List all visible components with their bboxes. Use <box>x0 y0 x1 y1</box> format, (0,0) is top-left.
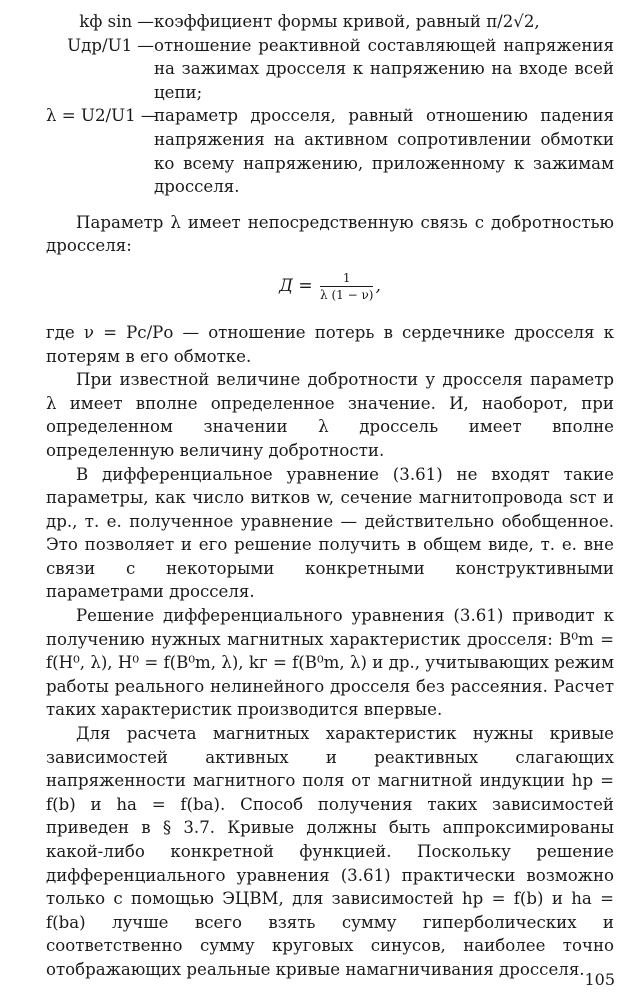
paragraph: где ν = Pс/Pо — отношение потерь в сердечнике дросселя к потерям в его обмотке. <box>46 322 614 366</box>
definition-item <box>46 104 614 198</box>
paragraph: При известной величине добротности у дросселя параметр λ имеет вполне определенное значение. И, наоборот, при определенном значении λ дроссель имеет вполне определенную величину добротности. <box>46 370 614 460</box>
formula-fraction <box>320 270 373 303</box>
formula-numerator: 1 <box>320 270 373 287</box>
page-body <box>46 10 614 982</box>
formula-denominator: λ (1 − ν) <box>320 287 374 302</box>
definition-text: коэффициент формы кривой, равный π/2√2, <box>154 12 540 31</box>
formula-lhs: Д = <box>279 275 313 296</box>
definition-symbol: λ = U2/U1 — <box>46 106 158 126</box>
formula-tail: , <box>375 275 381 296</box>
definition-item <box>46 34 614 105</box>
definition-text: параметр дросселя, равный отношению падения напряжения на активном сопротивлении обмотки ко всему напряжению, приложенному к зажимам дросселя. <box>154 106 614 197</box>
definition-symbol: kф sin — <box>79 12 154 31</box>
paragraph: Для расчета магнитных характеристик нужны кривые зависимостей активных и реактивных слагающих напряженности магнитного поля от магнитной индукции hр = f(b) и hа = f(bа). Способ получения таких зависимостей приведен в § 3.7. Кривые должны быть аппроксимированы какой-либо конкретной функцией. Поскольку решение дифференциального уравнения (3.61) практически возможно только с помощью ЭЦВМ, для зависимостей hр = f(b) и hа = f(bа) лучше всего взять сумму гиперболических и соответственно сумму круговых синусов, наиболее точно отображающих реальные кривые намагничивания дросселя. <box>46 724 614 979</box>
quality-factor-formula <box>46 270 614 303</box>
definition-text: отношение реактивной составляющей напряжения на зажимах дросселя к напряжению на входе всей цепи; <box>154 35 614 102</box>
paragraph: Параметр λ имеет непосредственную связь с добротностью дросселя: <box>46 212 614 256</box>
definitions-list <box>46 10 614 199</box>
paragraph: В дифференциальное уравнение (3.61) не входят такие параметры, как число витков w, сечение магнитопровода sст и др., т. е. полученное уравнение — действительно обобщенное. Это позволяет и его решение получить в общем виде, т. е. вне связи с некоторыми конкретными конструктивными параметрами дросселя. <box>46 464 614 602</box>
paragraph: Решение дифференциального уравнения (3.61) приводит к получению нужных магнитных характеристик дросселя: B⁰m = f(H⁰, λ), H⁰ = f(B⁰m, λ), kг = f(B⁰m, λ) и др., учитывающих режим работы реального нелинейного дросселя без рассеяния. Расчет таких характеристик производится впервые. <box>46 606 614 720</box>
definition-item <box>46 10 614 34</box>
definition-symbol: Uдр/U1 — <box>67 35 154 55</box>
page-number: 105 <box>584 970 615 989</box>
